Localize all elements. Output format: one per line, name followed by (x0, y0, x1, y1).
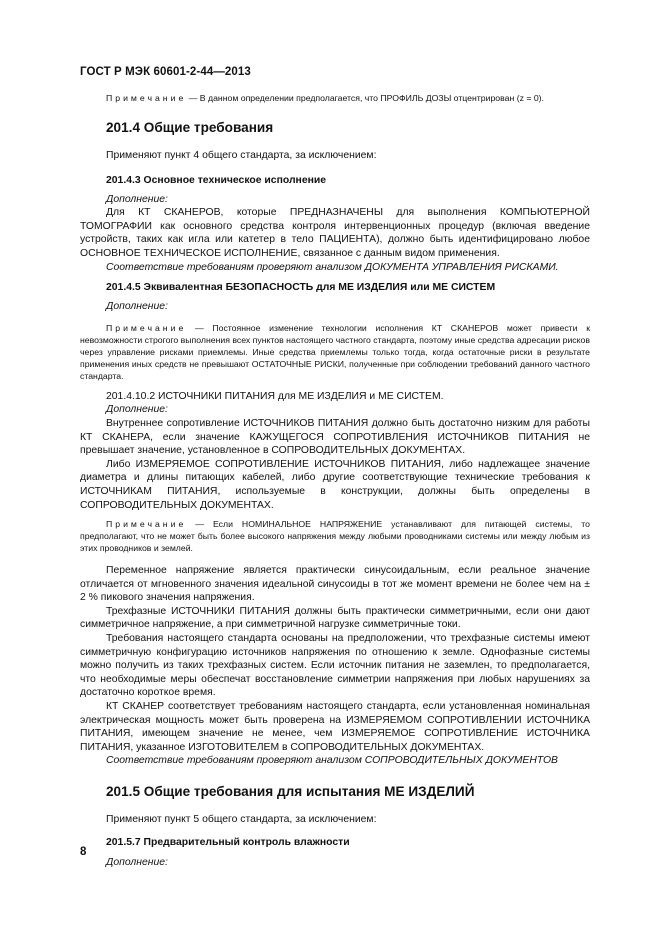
note-dose-profile (80, 92, 590, 104)
paragraph: Трехфазные ИСТОЧНИКИ ПИТАНИЯ должны быть практически симметричными, если они дают симметричное напряжение, а при симметричной нагрузке симметричные токи. (80, 605, 590, 631)
paragraph: Внутреннее сопротивление ИСТОЧНИКОВ ПИТАНИЯ должно быть достаточно низким для работы КТ СКАНЕРА, если значение КАЖУЩЕГОСЯ СОПРОТИВЛЕНИЯ ИСТОЧНИКОВ ПИТАНИЯ не превышает значение, установленное в СОПРОВОДИТЕЛЬНЫХ ДОКУМЕНТАХ. (80, 417, 590, 457)
document-header: ГОСТ Р МЭК 60601-2-44—2013 (80, 66, 251, 78)
paragraph: Для КТ СКАНЕРОВ, которые ПРЕДНАЗНАЧЕНЫ для выполнения КОМПЬЮТЕРНОЙ ТОМОГРАФИИ как основного средства контроля интервенционных процедур (включая введение устройств, таких как игла или катетер в тело ПАЦИЕНТА), должно быть идентифицировано любое ОСНОВНОЕ ТЕХНИЧЕСКОЕ ИСПОЛНЕНИЕ, связанное с данным видом применения. (80, 207, 590, 259)
addition-label: Дополнение: (106, 404, 168, 416)
note-text: — В данном определении предполагается, что ПРОФИЛЬ ДОЗЫ отцентрирован (z = 0). (186, 93, 544, 103)
note-text: — Если НОМИНАЛЬНОЕ НАПРЯЖЕНИЕ устанавливают для питающей системы, то предполагают, что не может быть более высокого напряжения между любыми проводниками системы или между любым из этих проводников и землей. (80, 519, 590, 554)
compliance-statement: Соответствие требованиям проверяют анализом СОПРОВОДИТЕЛЬНЫХ ДОКУМЕНТОВ (106, 755, 558, 767)
paragraph: Требования настоящего стандарта основаны на предположении, что трехфазные системы имеют симметричную конфигурацию источников напряжения по отношению к земле. Однофазные системы можно получить из таких трехфазных систем. Если источник питания не заземлен, то предполагается, что необходимые меры обеспечат восстановление симметрии напряжения при любых нарушениях за достаточно короткое время. (80, 633, 590, 699)
paragraph: КТ СКАНЕР соответствует требованиям настоящего стандарта, если установленная номинальная электрическая мощность может быть проверена на ИЗМЕРЯЕМОМ СОПРОТИВЛЕНИИ ИСТОЧНИКА ПИТАНИЯ, имеющем значение не менее, чем ИЗМЕРЯЕМОЕ СОПРОТИВЛЕНИЕ ИСТОЧНИКА ПИТАНИЯ, указанное ИЗГОТОВИТЕЛЕМ в СОПРОВОДИТЕЛЬНЫХ ДОКУМЕНТАХ. (80, 701, 590, 753)
note-equivalent-safety (80, 322, 590, 382)
addition-label: Дополнение: (106, 301, 168, 313)
section-intro-201-5: Применяют пункт 5 общего стандарта, за исключением: (106, 814, 377, 825)
note-label: Примечание (106, 93, 187, 103)
section-intro-201-4: Применяют пункт 4 общего стандарта, за исключением: (106, 150, 377, 161)
section-heading-201-4: 201.4 Общие требования (106, 120, 274, 135)
note-rated-voltage (80, 518, 590, 554)
addition-label: Дополнение: (106, 193, 168, 205)
section-heading-201-4-5: 201.4.5 Эквивалентная БЕЗОПАСНОСТЬ для МЕ ИЗДЕЛИЯ или МЕ СИСТЕМ (106, 282, 496, 294)
section-heading-201-4-10-2: 201.4.10.2 ИСТОЧНИКИ ПИТАНИЯ для МЕ ИЗДЕЛИЯ и МЕ СИСТЕМ. (106, 390, 444, 402)
note-label: Примечание (106, 322, 187, 333)
page-content (80, 90, 590, 869)
section-heading-201-5-7: 201.5.7 Предварительный контроль влажности (106, 836, 350, 848)
section-heading-201-4-3: 201.4.3 Основное техническое исполнение (106, 174, 327, 186)
note-text: — Постоянное изменение технологии исполнения КТ СКАНЕРОВ может привести к невозможности строгого выполнения всех пунктов настоящего частного стандарта, поэтому иные средства адресации рисков через управление рисками приемлемы. Иные средства приемлемы только тогда, когда остаточные риски в результате применения иных средств не превышают ОСТАТОЧНЫЕ РИСКИ, полученные при соблюдении требований данного частного стандарта. (80, 322, 590, 381)
note-label: Примечание (106, 519, 187, 530)
paragraph: Переменное напряжение является практически синусоидальным, если реальное значение отличается от мгновенного значения идеальной синусоиды в тот же момент времени не более чем на ± 2 % пикового значения напряжения. (80, 565, 590, 604)
page-number: 8 (80, 846, 87, 858)
section-heading-201-5: 201.5 Общие требования для испытания МЕ ИЗДЕЛИЙ (106, 784, 475, 799)
addition-label: Дополнение: (106, 856, 168, 868)
compliance-statement: Соответствие требованиям проверяют анализом ДОКУМЕНТА УПРАВЛЕНИЯ РИСКАМИ. (106, 261, 559, 273)
paragraph: Либо ИЗМЕРЯЕМОЕ СОПРОТИВЛЕНИЕ ИСТОЧНИКОВ ПИТАНИЯ, либо надлежащее значение диаметра и длины питающих кабелей, либо другие соответствующие технические требования к ИСТОЧНИКАМ ПИТАНИЯ, используемые в конструкции, должны быть определены в СОПРОВОДИТЕЛЬНЫХ ДОКУМЕНТАХ. (80, 458, 590, 511)
